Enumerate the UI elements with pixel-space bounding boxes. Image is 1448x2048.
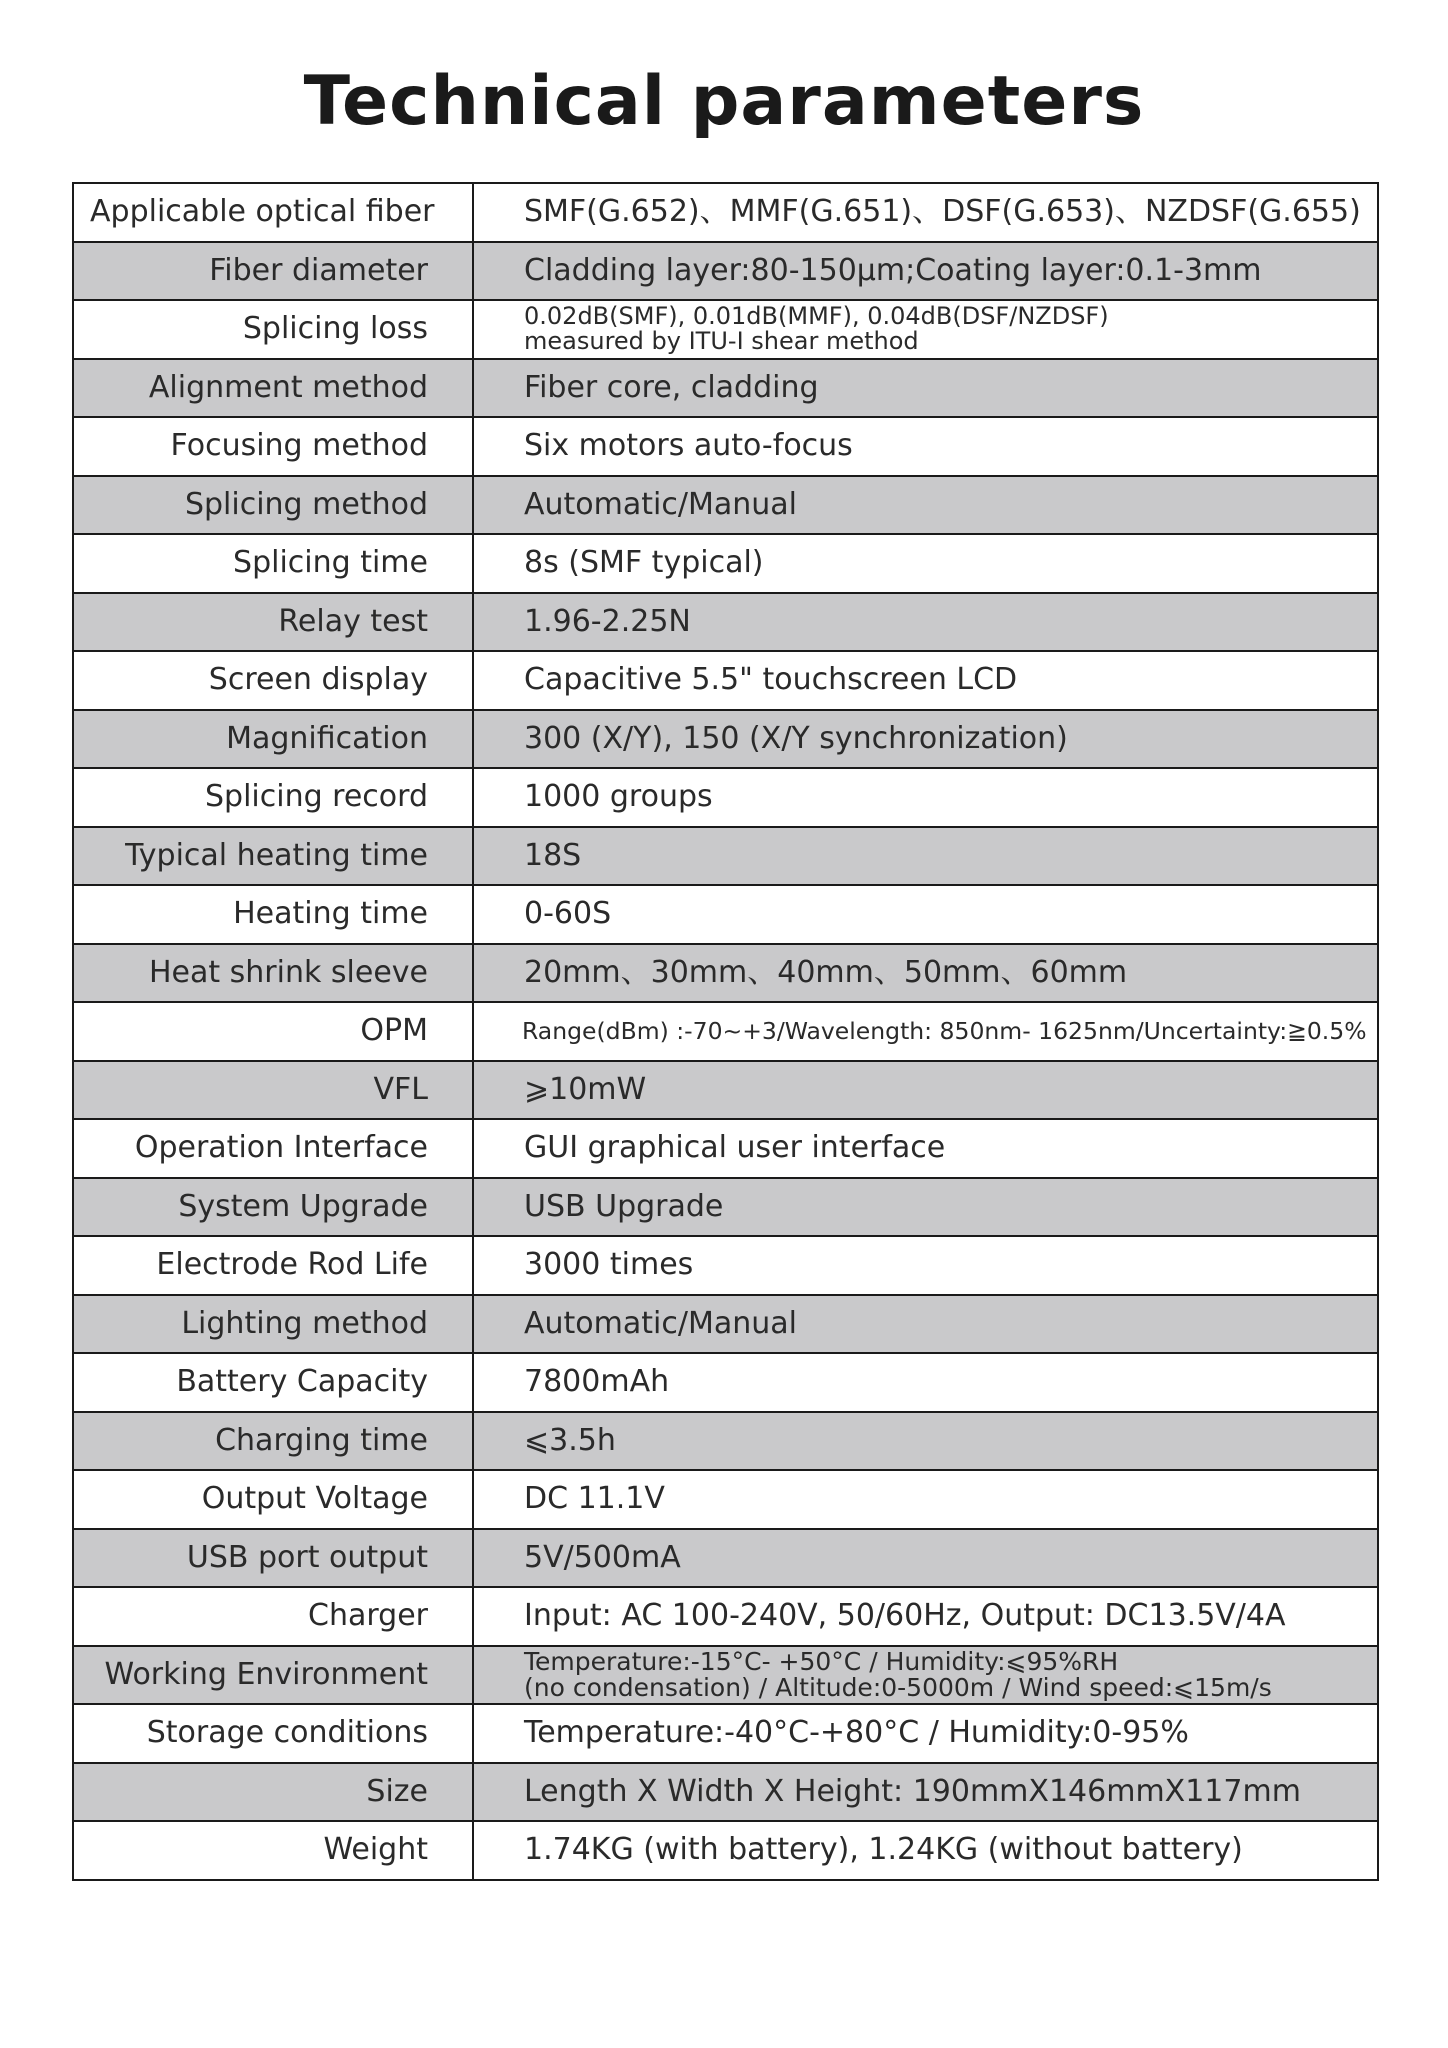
table-row: [73, 1178, 1378, 1237]
table-row: [73, 1821, 1378, 1880]
table-row: [73, 1061, 1378, 1120]
table-row: [73, 183, 1378, 242]
param-value-line: measured by ITU-I shear method: [524, 327, 919, 356]
param-label: Output Voltage: [73, 1470, 473, 1529]
param-label: Alignment method: [73, 359, 473, 418]
param-value: USB Upgrade: [473, 1178, 1378, 1237]
param-label: Splicing method: [73, 476, 473, 535]
table-row: [73, 1412, 1378, 1471]
param-value-line: Temperature:-15°C- +50°C / Humidity:⩽95%RH: [524, 1646, 1119, 1676]
param-value: 18S: [473, 827, 1378, 886]
param-value: [473, 1646, 1378, 1705]
table-row: [73, 1763, 1378, 1822]
table-row: [73, 1236, 1378, 1295]
param-value: Fiber core, cladding: [473, 359, 1378, 418]
table-row: [73, 1119, 1378, 1178]
table-row: [73, 242, 1378, 301]
table-row: [73, 476, 1378, 535]
param-label: Splicing record: [73, 768, 473, 827]
param-label: Splicing loss: [73, 300, 473, 359]
param-value: Automatic/Manual: [473, 1295, 1378, 1354]
param-label: Heat shrink sleeve: [73, 944, 473, 1003]
param-value: 20mm、30mm、40mm、50mm、60mm: [473, 944, 1378, 1003]
param-value: Cladding layer:80-150μm;Coating layer:0.1-3mm: [473, 242, 1378, 301]
param-label: Battery Capacity: [73, 1353, 473, 1412]
param-label: Size: [73, 1763, 473, 1822]
table-row: [73, 1704, 1378, 1763]
param-label: Screen display: [73, 651, 473, 710]
param-label: USB port output: [73, 1529, 473, 1588]
param-value: 1000 groups: [473, 768, 1378, 827]
param-label: Storage conditions: [73, 1704, 473, 1763]
param-value: 1.96-2.25N: [473, 593, 1378, 652]
param-label: Charging time: [73, 1412, 473, 1471]
param-value: Length X Width X Height: 190mmX146mmX117mm: [473, 1763, 1378, 1822]
param-value: Capacitive 5.5" touchscreen LCD: [473, 651, 1378, 710]
table-row: [73, 1529, 1378, 1588]
param-label: Charger: [73, 1587, 473, 1646]
param-label: Operation Interface: [73, 1119, 473, 1178]
param-value: 7800mAh: [473, 1353, 1378, 1412]
table-row: [73, 710, 1378, 769]
param-value: 3000 times: [473, 1236, 1378, 1295]
table-row: [73, 944, 1378, 1003]
param-label: Fiber diameter: [73, 242, 473, 301]
table-row: [73, 1295, 1378, 1354]
table-row: [73, 359, 1378, 418]
param-label: Working Environment: [73, 1646, 473, 1705]
spec-table: [72, 182, 1379, 1881]
param-value: 5V/500mA: [473, 1529, 1378, 1588]
param-value: DC 11.1V: [473, 1470, 1378, 1529]
param-label: Focusing method: [73, 417, 473, 476]
param-value: Automatic/Manual: [473, 476, 1378, 535]
param-label: Heating time: [73, 885, 473, 944]
table-row: [73, 534, 1378, 593]
param-value: Range(dBm) :-70~+3/Wavelength: 850nm- 1625nm/Uncertainty:≧0.5%: [473, 1002, 1378, 1061]
table-row: [73, 885, 1378, 944]
param-label: System Upgrade: [73, 1178, 473, 1237]
table-row: [73, 827, 1378, 886]
param-label: OPM: [73, 1002, 473, 1061]
param-value: ⩽3.5h: [473, 1412, 1378, 1471]
table-row: [73, 417, 1378, 476]
page-title: Technical parameters: [303, 62, 1145, 141]
param-value: Six motors auto-focus: [473, 417, 1378, 476]
table-row: [73, 593, 1378, 652]
param-value: 1.74KG (with battery), 1.24KG (without battery): [473, 1821, 1378, 1880]
param-value-line: (no condensation) / Altitude:0-5000m / Wind speed:⩽15m/s: [524, 1672, 1272, 1702]
param-label: Lighting method: [73, 1295, 473, 1354]
param-value: Input: AC 100-240V, 50/60Hz, Output: DC13.5V/4A: [473, 1587, 1378, 1646]
table-row: [73, 768, 1378, 827]
table-row: [73, 1646, 1378, 1705]
param-label: Typical heating time: [73, 827, 473, 886]
param-label: Magnification: [73, 710, 473, 769]
table-row: [73, 1002, 1378, 1061]
table-row: [73, 1353, 1378, 1412]
param-value: 0-60S: [473, 885, 1378, 944]
param-value: 8s (SMF typical): [473, 534, 1378, 593]
param-value: 300 (X/Y), 150 (X/Y synchronization): [473, 710, 1378, 769]
param-value: [473, 300, 1378, 359]
param-value: Temperature:-40°C-+80°C / Humidity:0-95%: [473, 1704, 1378, 1763]
table-row: [73, 1470, 1378, 1529]
param-label: Applicable optical fiber: [73, 183, 473, 242]
param-label: Relay test: [73, 593, 473, 652]
param-label: VFL: [73, 1061, 473, 1120]
table-row: [73, 651, 1378, 710]
param-label: Electrode Rod Life: [73, 1236, 473, 1295]
table-row: [73, 300, 1378, 359]
param-label: Weight: [73, 1821, 473, 1880]
param-value-line: 0.02dB(SMF), 0.01dB(MMF), 0.04dB(DSF/NZDSF): [524, 302, 1109, 331]
param-value: SMF(G.652)、MMF(G.651)、DSF(G.653)、NZDSF(G.655): [473, 183, 1378, 242]
table-row: [73, 1587, 1378, 1646]
param-label: Splicing time: [73, 534, 473, 593]
param-value: ⩾10mW: [473, 1061, 1378, 1120]
param-value: GUI graphical user interface: [473, 1119, 1378, 1178]
